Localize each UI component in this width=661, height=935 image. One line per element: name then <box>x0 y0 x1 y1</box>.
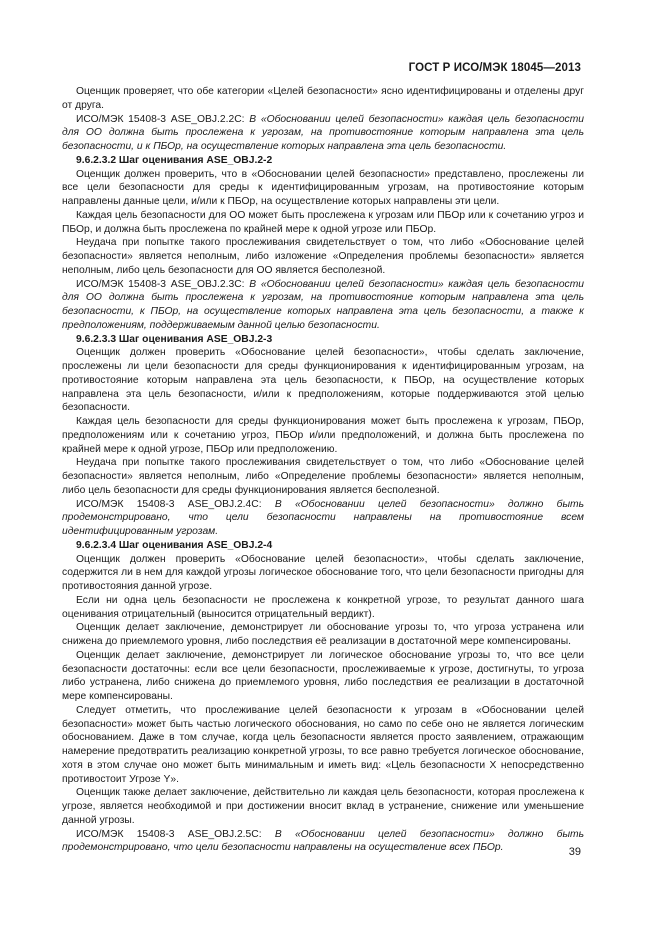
page-number: 39 <box>568 846 581 858</box>
body-paragraph: Оценщик делает заключение, демонстрирует ли логическое обоснование угрозы то, что все цели безопасности достаточны: если все цели безопасности, прослеживаемые к угрозе, достигнуты, то угроза либо устранена, либо снижена до приемлемого уровня, либо последствия ее реализации в достаточной мере компенсированы. <box>62 649 584 702</box>
section-heading: 9.6.2.3.2 Шаг оценивания ASE_OBJ.2-2 <box>76 154 273 166</box>
body-paragraph: Неудача при попытке такого прослеживания свидетельствует о том, что либо «Обоснование целей безопасности» является неполным, либо изложение «Определения проблемы безопасности» является неполным, либо цель безопасности для ОО является бесполезной. <box>62 237 584 276</box>
requirement-reference <box>62 278 584 333</box>
reference-id: ИСО/МЭК 15408-3 ASE_OBJ.2.4C: <box>76 498 275 510</box>
reference-id: ИСО/МЭК 15408-3 ASE_OBJ.2.2C: <box>76 113 250 125</box>
section-heading: 9.6.2.3.4 Шаг оценивания ASE_OBJ.2-4 <box>76 539 273 551</box>
requirement-reference <box>62 113 584 154</box>
document-body <box>62 85 584 855</box>
reference-id: ИСО/МЭК 15408-3 ASE_OBJ.2.5C: <box>76 828 275 840</box>
body-paragraph: Оценщик должен проверить «Обоснование целей безопасности», чтобы сделать заключение, содержится ли в нем для каждой угрозы логическое обоснование того, что цели безопасности пригодны для противостояния данной угрозе. <box>62 553 584 592</box>
reference-text: В «Обосновании целей безопасности» должно быть продемонстрировано, что цели безопасности направлены на осуществление всех ПБОр. <box>62 828 585 854</box>
body-paragraph: Оценщик делает заключение, демонстрирует ли обоснование угрозы то, что угроза устранена или снижена до приемлемого уровня, либо последствия её реализации в достаточной мере компенсированы. <box>62 622 584 647</box>
body-paragraph: Неудача при попытке такого прослеживания свидетельствует о том, что либо «Обоснование целей безопасности» является неполным, либо «Определение проблемы безопасности» является неполным, либо цель безопасности для среды функционирования является бесполезной. <box>62 457 584 496</box>
requirement-reference <box>62 498 584 539</box>
section-heading: 9.6.2.3.3 Шаг оценивания ASE_OBJ.2-3 <box>76 333 273 345</box>
reference-id: ИСО/МЭК 15408-3 ASE_OBJ.2.3C: <box>76 278 250 290</box>
body-paragraph: Оценщик проверяет, что обе категории «Целей безопасности» ясно идентифицированы и отделены друг от друга. <box>62 86 584 111</box>
body-paragraph: Если ни одна цель безопасности не прослежена к конкретной угрозе, то результат данного шага оценивания отрицательный (выносится отрицательный вердикт). <box>62 594 584 620</box>
body-paragraph: Каждая цель безопасности для среды функционирования может быть прослежена к угрозам, ПБОр, предположениям или к сочетанию угроз, ПБОр и/или предположений, и должна быть прослежена по крайней мере к одной угрозе, ПБОр или предположению. <box>62 416 584 455</box>
body-paragraph: Оценщик должен проверить «Обоснование целей безопасности», чтобы сделать заключение, прослежены ли цели безопасности для среды функционирования к идентифицированным угрозам, на противостояние которым направлена эта цель безопасности, к ПБОр, на осуществление которых направлена эта цель безопасности, и/или к предположениям, которые поддерживаются этой целью безопасности. <box>62 347 584 414</box>
body-paragraph: Оценщик также делает заключение, действительно ли каждая цель безопасности, которая прослежена к угрозе, является необходимой и при достижении вносит вклад в устранение, снижение или уменьшение данной угрозы. <box>62 787 584 826</box>
standard-header: ГОСТ Р ИСО/МЭК 18045—2013 <box>408 62 581 74</box>
body-paragraph: Каждая цель безопасности для ОО может быть прослежена к угрозам или ПБОр или к сочетанию угроз и ПБОр, и должна быть прослежена по крайней мере к одной угрозе или ПБОр. <box>62 209 584 235</box>
body-paragraph: Оценщик должен проверить, что в «Обосновании целей безопасности» представлено, прослежены ли все цели безопасности для среды к идентифицированным угрозам, на противостояние которым направлены данные цели, и/или к ПБОр, на осуществление которых направлены эти цели. <box>62 168 584 207</box>
reference-text: В «Обосновании целей безопасности» каждая цель безопасности для ОО должна быть прослежена к угрозам, на противостояние которым направлена эта цель безопасности, и к ПБОр, на осуществление которых направлена эта цель безопасности. <box>62 113 585 152</box>
requirement-reference <box>62 828 584 856</box>
reference-text: В «Обосновании целей безопасности» каждая цель безопасности для ОО должна быть прослежена к угрозам, на противостояние которым направлена эта цель безопасности, к ПБОр, на осуществление которых направлена эта цель безопасности, а также к предположениям, поддерживаемым данной целью безопасности. <box>62 278 585 331</box>
body-paragraph: Следует отметить, что прослеживание целей безопасности к угрозам в «Обосновании целей безопасности» может быть частью логического обоснования, но само по себе оно не является логическим обоснованием. Даже в том случае, когда цель безопасности является просто заявлением, отражающим намерение предотвратить реализацию конкретной угрозы, то все равно требуется логическое обоснование, хотя в этом случае оно может быть минимальным и иметь вид: «Цель безопасности X непосредственно противостоит Угрозе Y». <box>62 704 584 785</box>
reference-text: В «Обосновании целей безопасности» должно быть продемонстрировано, что цели безопасности направлены на противостояние всем идентифицированным угрозам. <box>62 498 585 537</box>
